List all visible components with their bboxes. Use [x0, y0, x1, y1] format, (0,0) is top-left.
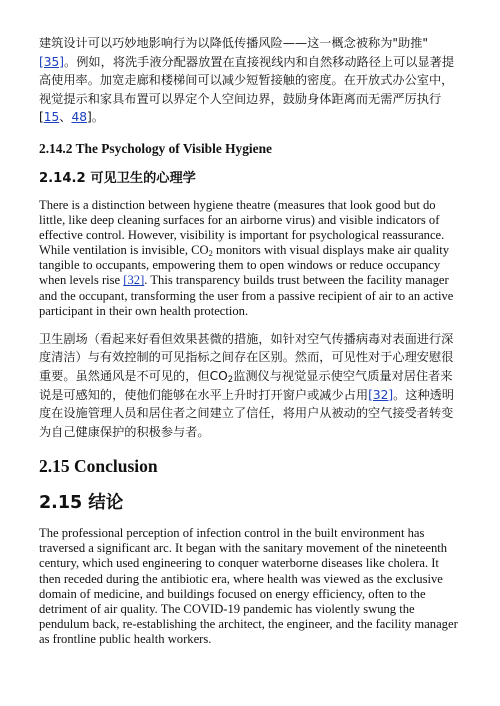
text-run: monitors with visual displays make air quality tangible to occupants, empowering them to open windows or reduce occupancy when levels rise [39, 243, 450, 288]
text-run: . This transparency builds trust between the facility manager and the occupant, transforming the user from a passive recipient of air to an active participant in their own health protection. [39, 273, 454, 318]
subscript: 2 [227, 374, 234, 385]
bracket: ] [86, 110, 92, 125]
text-run: 。这种透明度在设施管理人员和居住者之间建立了信任，将用户从被动的空气接受者转变为自己健康保护的积极参与者。 [39, 387, 455, 439]
paragraph-zh-visible-hygiene [39, 330, 460, 442]
section-heading-2-15-en: 2.15 Conclusion [39, 456, 158, 477]
paragraph-en-visible-hygiene [39, 198, 460, 319]
citation-link-32-zh[interactable]: [32] [368, 387, 394, 402]
subscript: 2 [208, 248, 213, 259]
section-heading-2-14-2-en: 2.14.2 The Psychology of Visible Hygiene [39, 140, 272, 156]
citation-link-48[interactable]: 48 [71, 110, 87, 125]
paragraph-en-conclusion: The professional perception of infection control in the built environment has traversed a significant arc. It began with the sanitary movement of the nineteenth century, which used engineering to conquer waterborne diseases like cholera. It then receded during the antibiotic era, where health was viewed as the exclusive domain of medicine, and buildings focused on energy efficiency, often to the detriment of air quality. The COVID-19 pandemic has violently swung the pendulum back, re-establishing the architect, the engineer, and the facility manager as frontline public health workers. [39, 526, 458, 646]
section-heading-2-15-zh: 2.15 结论 [39, 493, 124, 514]
bracket: [ [39, 110, 44, 125]
separator: 、 [59, 110, 72, 125]
text-run: 卫生剧场（看起来好看但效果甚微的措施，如针对空气传播病毒对表面进行深度清洁）与有效控制的可见指标之间存在区别。然而，可见性对于心理安慰很重要。虽然通风是不可见的，但CO [39, 331, 454, 383]
text-run: 监测仪与视觉显示使空气质量对居住者来说是可感知的，使他们能够在水平上升时打开窗户或减少占用 [39, 368, 453, 402]
paragraph-zh-nudge [39, 34, 460, 127]
citation-link-35[interactable]: [35] [39, 54, 65, 69]
text-run: 建筑设计可以巧妙地影响行为以降低传播风险——这一概念被称为"助推" [39, 36, 429, 50]
citation-link-32[interactable]: [32] [123, 273, 145, 288]
text-run: 。例如，将洗手液分配器放置在直接视线内和自然移动路径上可以显著提高使用率。加宽走廊和楼梯间可以减少短暂接触的密度。在开放式办公室中，视觉提示和家具布置可以界定个人空间边界，鼓励身体距离而无需严厉执行 [39, 54, 455, 106]
citation-link-15[interactable]: 15 [43, 110, 60, 125]
text-run: There is a distinction between hygiene theatre (measures that look good but do little, like deep cleaning surfaces for an airborne virus) and visible indicators of effective control. However, visibility is important for psychological reassurance. While ventilation is invisible, CO [39, 197, 445, 258]
section-heading-2-14-2-zh: 2.14.2 可见卫生的心理学 [39, 170, 196, 186]
text-run: 。 [91, 110, 104, 125]
